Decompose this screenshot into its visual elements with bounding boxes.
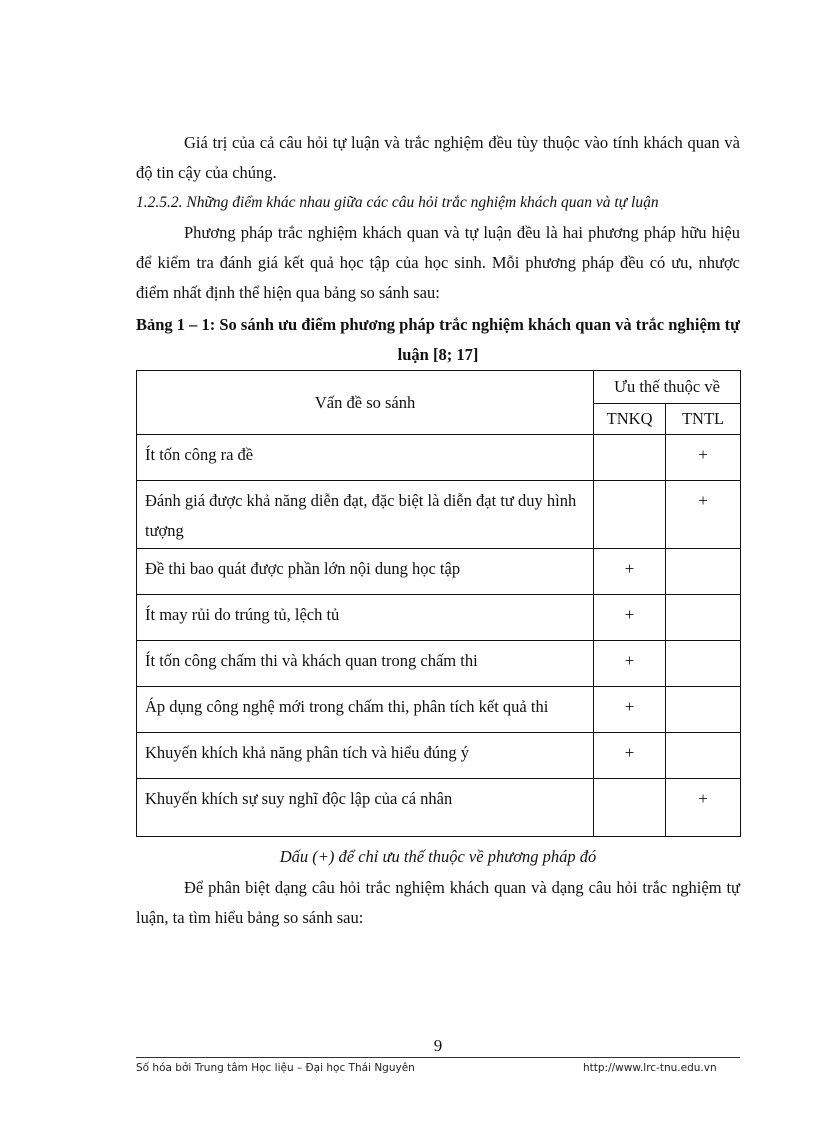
tnkq-mark-cell: + (594, 687, 666, 733)
section-heading: 1.2.5.2. Những điểm khác nhau giữa các câu hỏi trắc nghiệm khách quan và tự luận (136, 194, 659, 211)
tnkq-mark-cell (594, 481, 666, 549)
footer-divider (136, 1057, 740, 1058)
header-criteria: Vấn đề so sánh (137, 371, 594, 435)
criterion-cell: Áp dụng công nghệ mới trong chấm thi, phân tích kết quả thi (137, 687, 594, 733)
table-row (137, 687, 741, 733)
tntl-mark-cell: + (666, 435, 741, 481)
table-row (137, 481, 741, 549)
criterion-cell: Ít may rủi do trúng tủ, lệch tủ (137, 595, 594, 641)
table-row (137, 595, 741, 641)
header-tnkq: TNKQ (594, 404, 666, 435)
criterion-cell: Khuyến khích khả năng phân tích và hiểu đúng ý (137, 733, 594, 779)
table-row (137, 733, 741, 779)
tntl-mark-cell: + (666, 481, 741, 549)
table-row (137, 549, 741, 595)
page-number: 9 (433, 1036, 443, 1055)
header-tntl: TNTL (666, 404, 741, 435)
tntl-mark-cell (666, 549, 741, 595)
criterion-cell: Ít tốn công chấm thi và khách quan trong chấm thi (137, 641, 594, 687)
table-row (137, 435, 741, 481)
tnkq-mark-cell: + (594, 549, 666, 595)
criterion-cell: Khuyến khích sự suy nghĩ độc lập của cá nhân (137, 779, 594, 837)
tnkq-mark-cell (594, 779, 666, 837)
tntl-mark-cell (666, 595, 741, 641)
table-row (137, 779, 741, 837)
tnkq-mark-cell: + (594, 595, 666, 641)
tnkq-mark-cell (594, 435, 666, 481)
paragraph-next: Để phân biệt dạng câu hỏi trắc nghiệm khách quan và dạng câu hỏi trắc nghiệm tự luận, ta tìm hiểu bảng so sánh sau: (136, 878, 740, 927)
criterion-cell: Đề thi bao quát được phần lớn nội dung học tập (137, 549, 594, 595)
header-advantage-group: Ưu thế thuộc về (594, 371, 741, 404)
table-note: Dấu (+) để chỉ ưu thế thuộc về phương pháp đó (279, 847, 597, 866)
tntl-mark-cell (666, 641, 741, 687)
criterion-cell: Đánh giá được khả năng diễn đạt, đặc biệt là diễn đạt tư duy hình tượng (137, 481, 594, 549)
tntl-mark-cell (666, 687, 741, 733)
criterion-cell: Ít tốn công ra đề (137, 435, 594, 481)
tnkq-mark-cell: + (594, 733, 666, 779)
table-caption: Bảng 1 – 1: So sánh ưu điểm phương pháp trắc nghiệm khách quan và trắc nghiệm tự luận [8; 17] (135, 315, 741, 364)
tnkq-mark-cell: + (594, 641, 666, 687)
tntl-mark-cell (666, 733, 741, 779)
paragraph-intro: Giá trị của cả câu hỏi tự luận và trắc nghiệm đều tùy thuộc vào tính khách quan và độ tin cậy của chúng. (136, 133, 740, 182)
paragraph-methods: Phương pháp trắc nghiệm khách quan và tự luận đều là hai phương pháp hữu hiệu để kiểm tra đánh giá kết quả học tập của học sinh. Mỗi phương pháp đều có ưu, nhược điểm nhất định thể hiện qua bảng so sánh sau: (136, 223, 740, 302)
tntl-mark-cell: + (666, 779, 741, 837)
comparison-table (136, 370, 741, 837)
table-row (137, 641, 741, 687)
footer-url: http://www.lrc-tnu.edu.vn (583, 1062, 717, 1074)
footer-source: Số hóa bởi Trung tâm Học liệu – Đại học Thái Nguyên (136, 1062, 415, 1074)
